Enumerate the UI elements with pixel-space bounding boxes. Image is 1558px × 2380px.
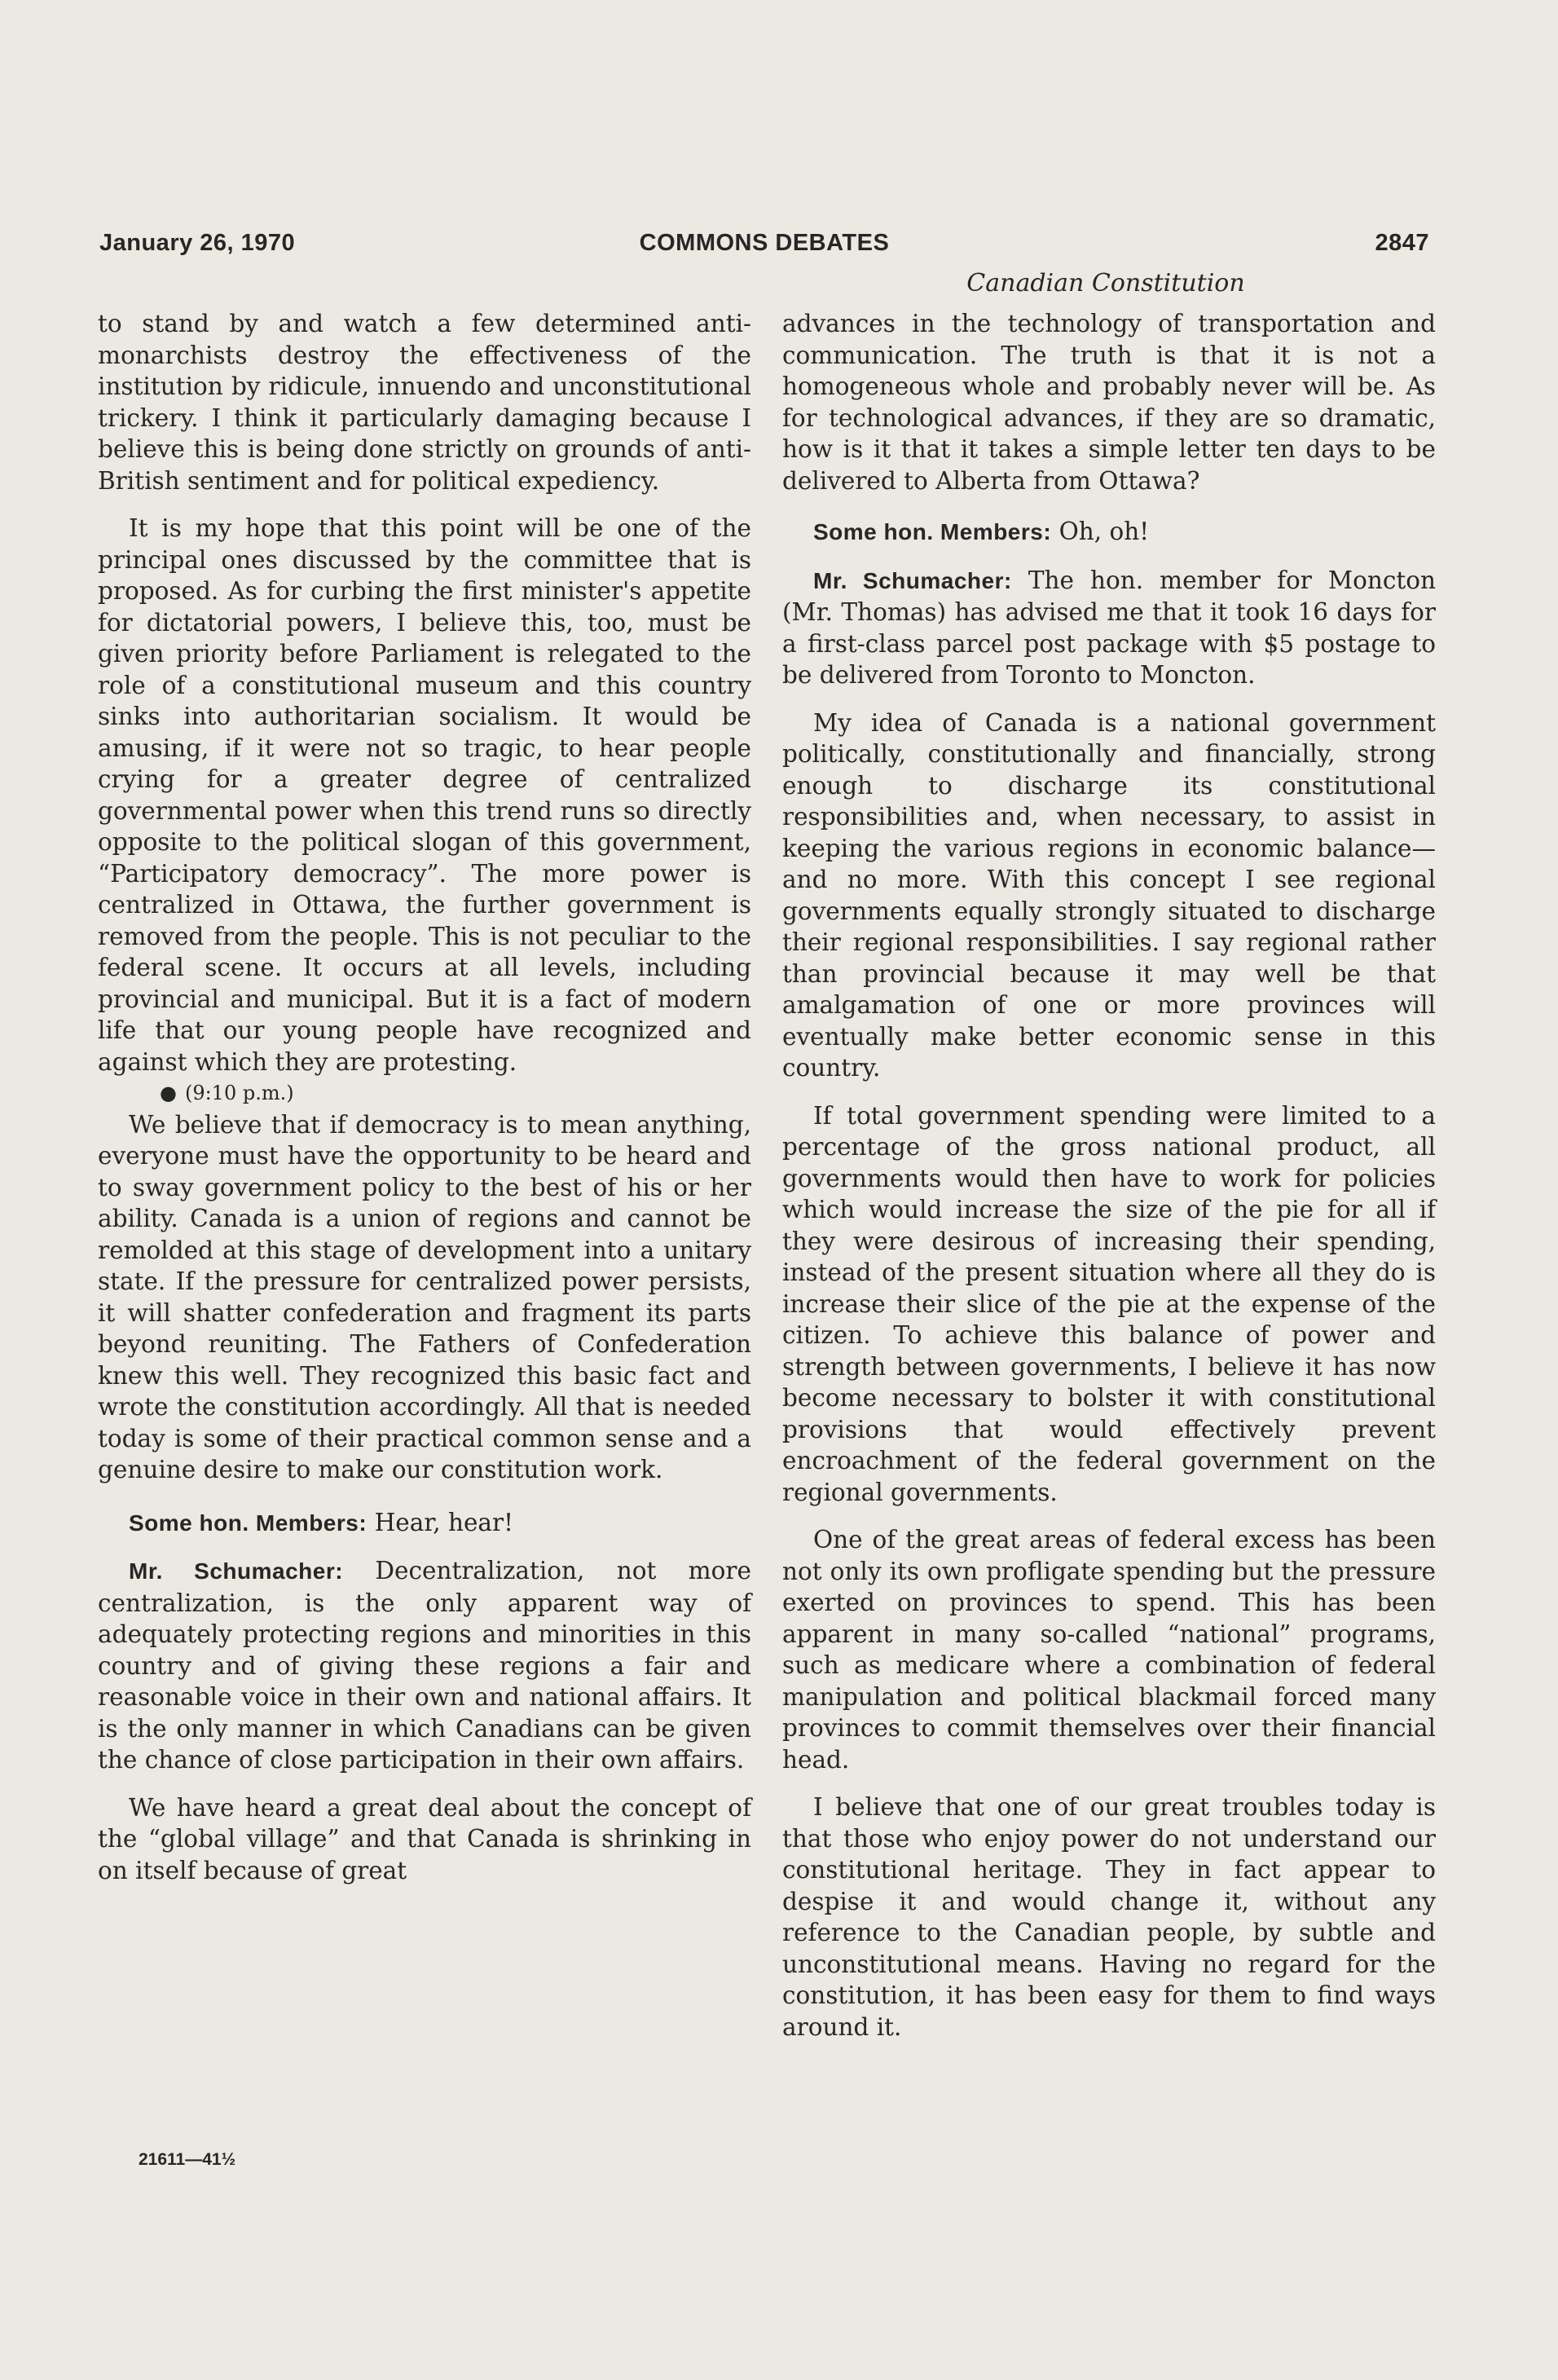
speaker-name: Mr. Schumacher:: [129, 1558, 344, 1584]
speaker-name: Some hon. Members:: [129, 1510, 367, 1536]
interjection-text: Oh, oh!: [1058, 518, 1150, 545]
section-subject: Canadian Constitution: [966, 269, 1245, 298]
header-date: January 26, 1970: [99, 230, 296, 256]
paragraph: I believe that one of our great troubles today is that those who enjoy power do not understand our constitutional heritage. They in fact appear to despise it and would change it, without any reference to the Canadian people, by subtle and unconstitutional means. Having no regard for the constitution, it has been easy for them to find ways around it.: [782, 1793, 1436, 2041]
speaker-name: Some hon. Members:: [813, 519, 1052, 544]
printer-code: 21611—41½: [139, 2150, 236, 2169]
paragraph: It is my hope that this point will be one of the principal ones discussed by the committee that is proposed. As for curbing the first minister's appetite for dictatorial powers, I believe this, too, must be given priority before Parliament is relegated to the role of a constitutional museum and this country sinks into authoritarian socialism. It would be amusing, if it were not so tragic, to hear people crying for a greater degree of centralized governmental power when this trend runs so directly opposite to the political slogan of this government, “Participatory democracy”. The more power is centralized in Ottawa, the further government is removed from the people. This is not peculiar to the federal scene. It occurs at all levels, including provincial and municipal. But it is a fact of modern life that our young people have recognized and against which they are protesting.: [98, 514, 751, 1076]
paragraph: advances in the technology of transportation and communication. The truth is that it is not a homogeneous whole and probably never will be. As for technological advances, if they are so dramatic, how is it that it takes a simple letter ten days to be delivered to Alberta from Ottawa?: [782, 310, 1436, 495]
left-column: [98, 308, 751, 1886]
time-stamp: [98, 1078, 751, 1109]
paragraph: We have heard a great deal about the concept of the “global village” and that Canada is shrinking in on itself because of great: [98, 1793, 751, 1884]
paragraph: to stand by and watch a few determined anti-monarchists destroy the effectiveness of the institution by ridicule, innuendo and unconstitutional trickery. I think it particularly damaging because I believe this is being done strictly on grounds of anti-British sentiment and for political expediency.: [98, 310, 751, 495]
paragraph: One of the great areas of federal excess has been not only its own profligate spending but the pressure exerted on provinces to spend. This has been apparent in many so-called “national” programs, such as medicare where a combination of federal manipulation and political blackmail forced many provinces to commit themselves over their financial head.: [782, 1526, 1436, 1774]
right-column: [782, 308, 1436, 2043]
speaker-name: Mr. Schumacher:: [813, 567, 1012, 593]
speech-paragraph: [98, 1555, 751, 1776]
paragraph: We believe that if democracy is to mean anything, everyone must have the opportunity to be heard and to sway government policy to the best of his or her ability. Canada is a union of regions and cannot be remolded at this stage of development into a unitary state. If the pressure for centralized power persists, it will shatter confederation and fragment its parts beyond reuniting. The Fathers of Confederation knew this well. They recognized this basic fact and wrote the constitution accordingly. All that is needed today is some of their practical common sense and a genuine desire to make our constitution work.: [98, 1110, 751, 1483]
speech-paragraph: [782, 565, 1436, 691]
time-text: (9:10 p.m.): [184, 1082, 294, 1104]
bullet-icon: ●: [160, 1082, 177, 1104]
paragraph: My idea of Canada is a national government politically, constitutionally and financially, strong enough to discharge its constitutional responsibilities and, when necessary, to assist in keeping the various regions in economic balance—and no more. With this concept I see regional governments equally strongly situated to discharge their regional responsibilities. I say regional rather than provincial because it may well be that amalgamation of one or more provinces will eventually make better economic sense in this country.: [782, 708, 1436, 1082]
header-publication-title: COMMONS DEBATES: [639, 230, 890, 256]
interjection-text: Hear, hear!: [374, 1508, 513, 1536]
running-header: [99, 230, 1429, 262]
page-number: 2847: [1375, 230, 1429, 256]
interjection: [98, 1507, 751, 1540]
paragraph: If total government spending were limited to a percentage of the gross national product, all governments would then have to work for policies which would increase the size of the pie for all if they were desirous of increasing their spending, instead of the present situation where all they do is increase their slice of the pie at the expense of the citizen. To achieve this balance of power and strength between governments, I believe it has now become necessary to bolster it with constitutional provisions that would effectively prevent encroachment of the federal government on the regional governments.: [782, 1101, 1436, 1506]
speech-text: Decentralization, not more centralization, is the only apparent way of adequately protecting regions and minorities in this country and of giving these regions a fair and reasonable voice in their own and national affairs. It is the only manner in which Canadians can be given the chance of close participation in their own affairs.: [98, 1557, 751, 1774]
interjection: [782, 516, 1436, 549]
speech-text: The hon. member for Moncton (Mr. Thomas) has advised me that it took 16 days for a first-class parcel post package with $5 postage to be delivered from Toronto to Moncton.: [782, 566, 1436, 689]
